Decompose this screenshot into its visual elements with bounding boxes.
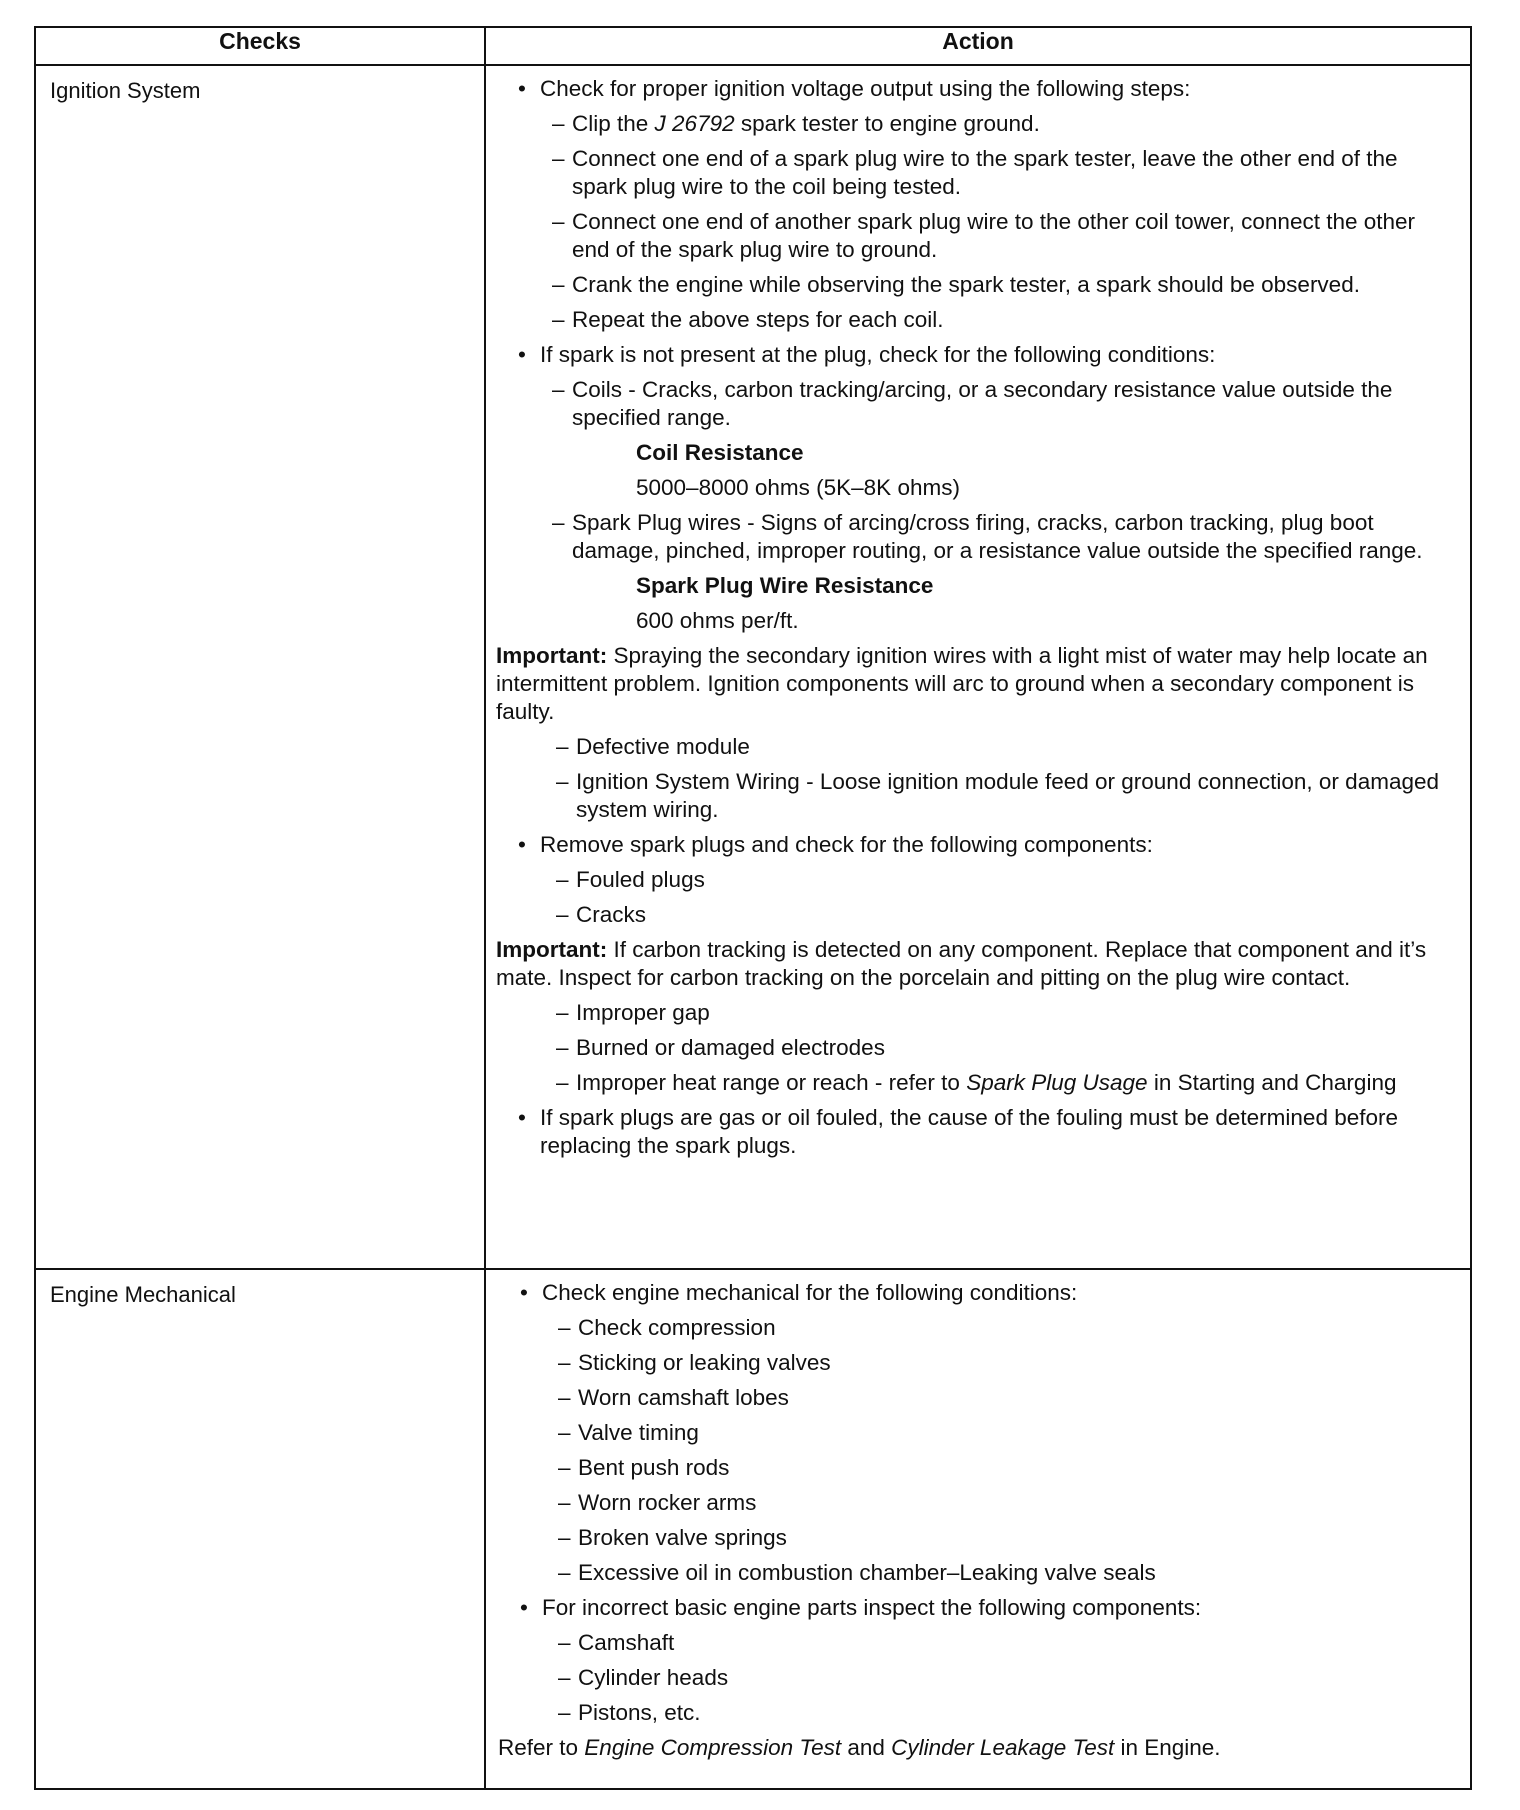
ignition-defective-module: – Defective module	[496, 733, 1456, 761]
plug-burned-electrodes: – Burned or damaged electrodes	[496, 1034, 1456, 1062]
engine-reference-note: Refer to Engine Compression Test and Cylinder Leakage Test in Engine.	[498, 1735, 1221, 1760]
ignition-step-repeat: – Repeat the above steps for each coil.	[496, 306, 1456, 334]
engine-item: – Bent push rods	[498, 1454, 1456, 1482]
engine-action-cell	[485, 1269, 1471, 1789]
ignition-bullet-remove-plugs: • Remove spark plugs and check for the following components:	[496, 831, 1456, 859]
ignition-row	[35, 65, 1471, 1269]
engine-check-cell: Engine Mechanical	[35, 1269, 485, 1789]
engine-part: – Pistons, etc.	[498, 1699, 1456, 1727]
ignition-wires-item: – Spark Plug wires - Signs of arcing/cross firing, cracks, carbon tracking, plug boot damage, pinched, improper routing, or a resistance value outside the specified range.	[496, 509, 1456, 565]
leakage-test-ref: Cylinder Leakage Test	[891, 1735, 1115, 1760]
engine-item: – Sticking or leaking valves	[498, 1349, 1456, 1377]
coil-resistance-heading: Coil Resistance	[636, 440, 804, 465]
engine-item: – Check compression	[498, 1314, 1456, 1342]
engine-part: – Camshaft	[498, 1629, 1456, 1657]
engine-item: – Excessive oil in combustion chamber–Leaking valve seals	[498, 1559, 1456, 1587]
wire-resistance-heading: Spark Plug Wire Resistance	[636, 573, 934, 598]
important-note-water: Important: Spraying the secondary ignition wires with a light mist of water may help locate an intermittent problem. Ignition components will arc to ground when a secondary component is faulty.	[496, 643, 1428, 724]
ignition-coils-item: – Coils - Cracks, carbon tracking/arcing, or a secondary resistance value outside the specified range.	[496, 376, 1456, 432]
plug-fouled: – Fouled plugs	[496, 866, 1456, 894]
engine-part: – Cylinder heads	[498, 1664, 1456, 1692]
engine-item: – Worn rocker arms	[498, 1489, 1456, 1517]
spark-plug-usage-ref: Spark Plug Usage	[966, 1070, 1148, 1095]
wire-resistance-value: 600 ohms per/ft.	[636, 608, 799, 633]
coil-resistance-value: 5000–8000 ohms (5K–8K ohms)	[636, 475, 960, 500]
diagnostic-table	[34, 26, 1472, 1790]
engine-row	[35, 1269, 1471, 1789]
compression-test-ref: Engine Compression Test	[584, 1735, 842, 1760]
ignition-step-connect-ground: – Connect one end of another spark plug wire to the other coil tower, connect the other end of the spark plug wire to ground.	[496, 208, 1456, 264]
engine-bullet-parts: • For incorrect basic engine parts inspect the following components:	[498, 1594, 1456, 1622]
engine-item: – Valve timing	[498, 1419, 1456, 1447]
ignition-action-cell	[485, 65, 1471, 1269]
plug-heat-range: – Improper heat range or reach - refer to Spark Plug Usage in Starting and Charging	[496, 1069, 1456, 1097]
tool-number: J 26792	[654, 111, 735, 136]
important-note-carbon: Important: If carbon tracking is detected on any component. Replace that component and it’s mate. Inspect for carbon tracking on the porcelain and pitting on the plug wire contact.	[496, 937, 1427, 990]
ignition-bullet-voltage: • Check for proper ignition voltage output using the following steps:	[496, 75, 1456, 103]
ignition-step-crank: – Crank the engine while observing the spark tester, a spark should be observed.	[496, 271, 1456, 299]
engine-bullet-conditions: • Check engine mechanical for the following conditions:	[498, 1279, 1456, 1307]
ignition-system-wiring: – Ignition System Wiring - Loose ignition module feed or ground connection, or damaged system wiring.	[496, 768, 1456, 824]
engine-item: – Broken valve springs	[498, 1524, 1456, 1552]
action-header: Action	[485, 27, 1471, 65]
ignition-bullet-fouling: • If spark plugs are gas or oil fouled, the cause of the fouling must be determined before replacing the spark plugs.	[496, 1104, 1456, 1160]
header-row	[35, 27, 1471, 65]
ignition-step-connect-tester: – Connect one end of a spark plug wire to the spark tester, leave the other end of the spark plug wire to the coil being tested.	[496, 145, 1456, 201]
engine-item: – Worn camshaft lobes	[498, 1384, 1456, 1412]
ignition-step-clip: – Clip the J 26792 spark tester to engine ground.	[496, 110, 1456, 138]
ignition-bullet-no-spark: • If spark is not present at the plug, check for the following conditions:	[496, 341, 1456, 369]
plug-improper-gap: – Improper gap	[496, 999, 1456, 1027]
plug-cracks: – Cracks	[496, 901, 1456, 929]
checks-header: Checks	[35, 27, 485, 65]
ignition-check-cell: Ignition System	[35, 65, 485, 1269]
